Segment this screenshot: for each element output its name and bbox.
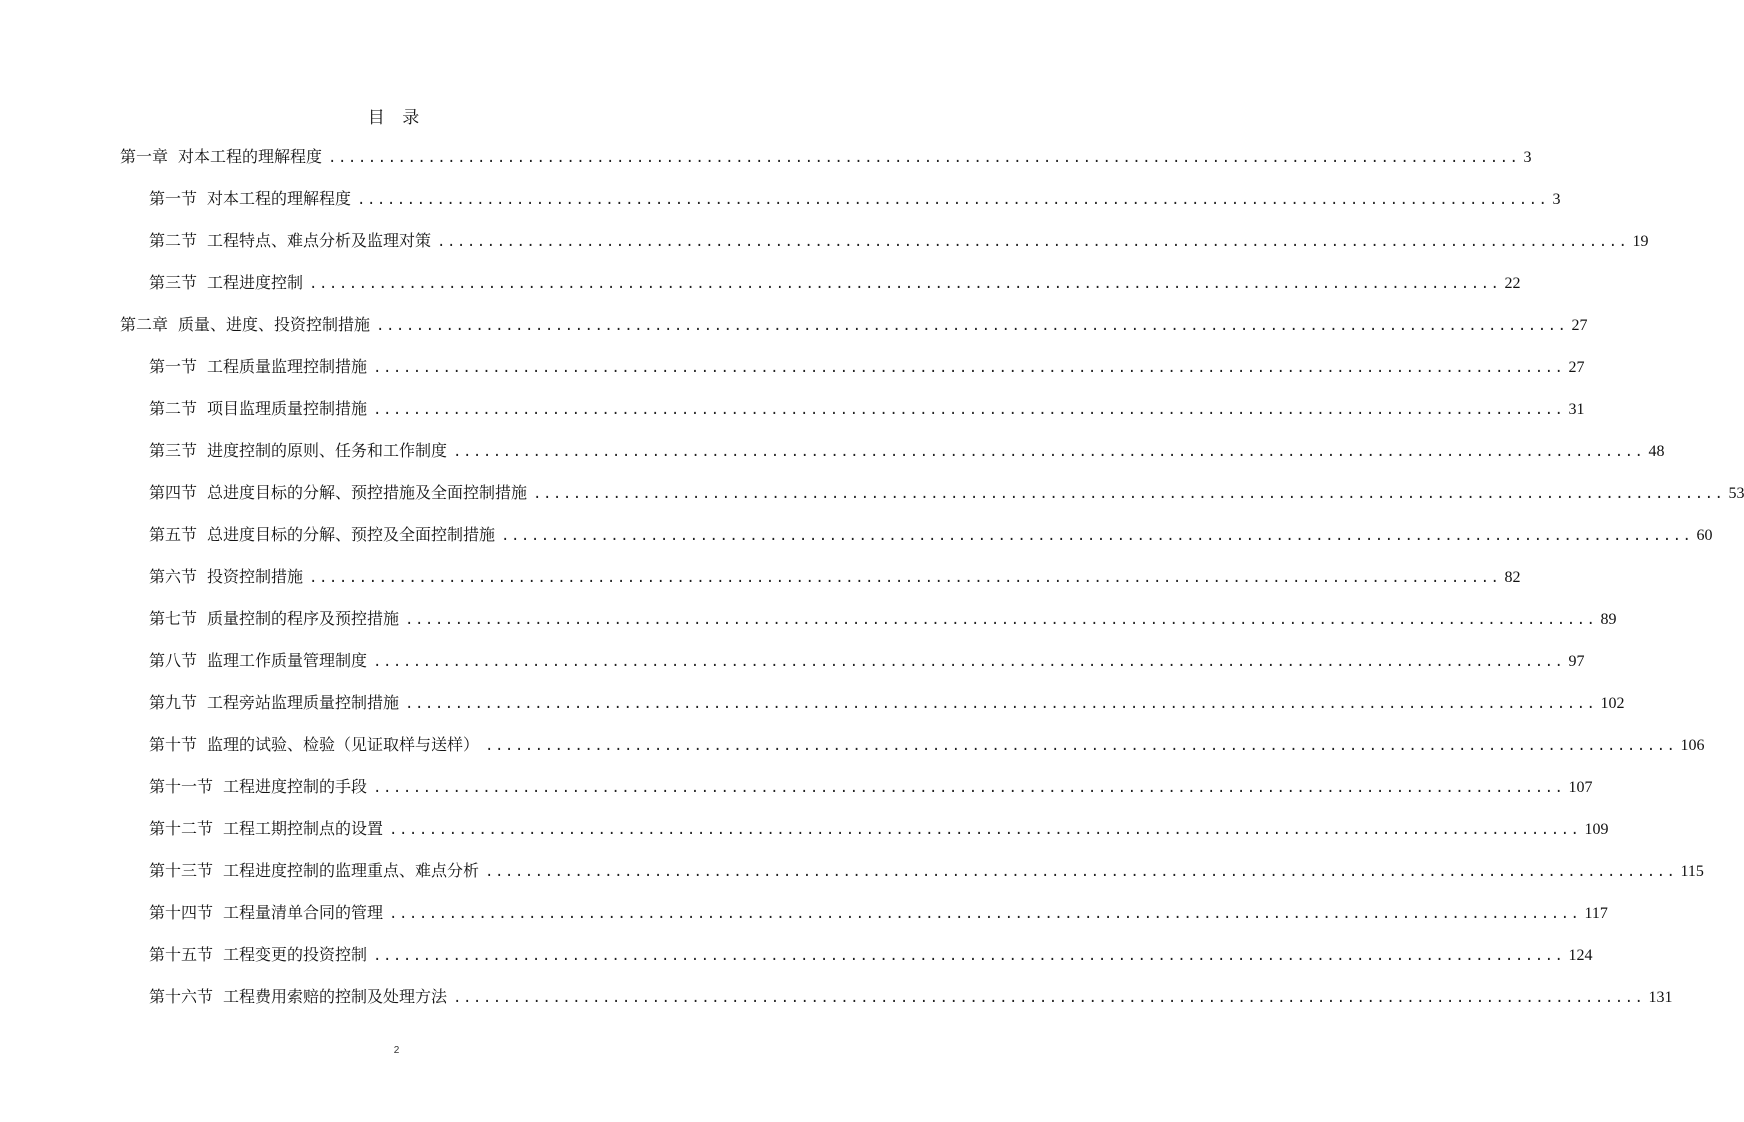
toc-entry-page: 60: [1696, 527, 1713, 544]
toc-leader-dots: ........................................................................................................................: [389, 822, 1581, 838]
toc-entry-page: 107: [1568, 779, 1593, 796]
toc-leader-dots: ........................................................................................................................: [357, 192, 1549, 208]
toc-leader-dots: ........................................................................................................................: [485, 738, 1677, 754]
toc-entry-number: 第三节: [149, 273, 198, 292]
toc-entry-page: 89: [1600, 611, 1617, 628]
toc-entry-section[interactable]: [149, 436, 1665, 466]
toc-leader-dots: ........................................................................................................................: [437, 234, 1629, 250]
toc-leader-dots: ........................................................................................................................: [389, 906, 1581, 922]
toc-leader-dots: ........................................................................................................................: [309, 276, 1501, 292]
toc-entry-number: 第十四节: [149, 903, 214, 922]
toc-entry-chapter-1[interactable]: [120, 142, 1532, 172]
toc-entry-label: 对本工程的理解程度: [207, 189, 352, 208]
toc-leader-dots: ........................................................................................................................: [453, 444, 1645, 460]
toc-entry-section[interactable]: [149, 394, 1585, 424]
toc-entry-number: 第九节: [149, 693, 198, 712]
toc-leader-dots: ........................................................................................................................: [328, 150, 1520, 166]
toc-entry-number: 第四节: [149, 483, 198, 502]
toc-entry-number: 第二章: [120, 315, 169, 334]
toc-leader-dots: ........................................................................................................................: [533, 486, 1725, 502]
toc-entry-label: 工程进度控制: [207, 273, 304, 292]
toc-entry-number: 第三节: [149, 441, 198, 460]
toc-entry-page: 106: [1680, 737, 1705, 754]
toc-leader-dots: ........................................................................................................................: [501, 528, 1693, 544]
toc-entry-section[interactable]: [149, 604, 1617, 634]
toc-entry-number: 第七节: [149, 609, 198, 628]
toc-entry-label: 工程变更的投资控制: [223, 945, 368, 964]
toc-entry-number: 第十节: [149, 735, 198, 754]
toc-entry-section[interactable]: [149, 772, 1593, 802]
toc-leader-dots: ........................................................................................................................: [405, 696, 1597, 712]
toc-entry-page: 97: [1568, 653, 1585, 670]
toc-entry-page: 22: [1504, 275, 1521, 292]
toc-entry-number: 第五节: [149, 525, 198, 544]
toc-entry-label: 项目监理质量控制措施: [207, 399, 368, 418]
toc-entry-section[interactable]: [149, 352, 1585, 382]
toc-entry-section[interactable]: [149, 688, 1625, 718]
toc-entry-label: 监理的试验、检验（见证取样与送样）: [207, 735, 480, 754]
toc-entry-page: 27: [1571, 317, 1588, 334]
toc-leader-dots: ........................................................................................................................: [373, 402, 1565, 418]
toc-leader-dots: ........................................................................................................................: [376, 318, 1568, 334]
page-number: 2: [393, 1045, 400, 1056]
toc-entry-label: 工程工期控制点的设置: [223, 819, 384, 838]
toc-leader-dots: ........................................................................................................................: [405, 612, 1597, 628]
toc-leader-dots: ........................................................................................................................: [373, 654, 1565, 670]
toc-entry-chapter-2[interactable]: [120, 310, 1588, 340]
toc-entry-page: 31: [1568, 401, 1585, 418]
toc-entry-section[interactable]: [149, 814, 1609, 844]
toc-entry-label: 监理工作质量管理制度: [207, 651, 368, 670]
toc-entry-section[interactable]: [149, 520, 1713, 550]
toc-entry-page: 131: [1648, 989, 1673, 1006]
toc-entry-number: 第十一节: [149, 777, 214, 796]
toc-entry-page: 117: [1584, 905, 1608, 922]
toc-entry-label: 工程费用索赔的控制及处理方法: [223, 987, 448, 1006]
toc-entry-number: 第十五节: [149, 945, 214, 964]
toc-entry-number: 第十三节: [149, 861, 214, 880]
toc-entry-page: 82: [1504, 569, 1521, 586]
toc-leader-dots: ........................................................................................................................: [373, 780, 1565, 796]
toc-entry-section[interactable]: [149, 226, 1649, 256]
toc-entry-section[interactable]: [149, 268, 1521, 298]
toc-entry-number: 第十六节: [149, 987, 214, 1006]
toc-leader-dots: ........................................................................................................................: [373, 948, 1565, 964]
toc-entry-page: 3: [1552, 191, 1561, 208]
toc-entry-number: 第十二节: [149, 819, 214, 838]
toc-entry-page: 48: [1648, 443, 1665, 460]
toc-entry-section[interactable]: [149, 184, 1561, 214]
toc-entry-label: 总进度目标的分解、预控及全面控制措施: [207, 525, 496, 544]
toc-entry-number: 第二节: [149, 231, 198, 250]
toc-entry-label: 进度控制的原则、任务和工作制度: [207, 441, 448, 460]
toc-entry-number: 第一节: [149, 357, 198, 376]
toc-entry-page: 102: [1600, 695, 1625, 712]
toc-entry-label: 工程质量监理控制措施: [207, 357, 368, 376]
toc-entry-section[interactable]: [149, 898, 1608, 928]
toc-entry-label: 对本工程的理解程度: [178, 147, 323, 166]
toc-entry-section[interactable]: [149, 562, 1521, 592]
toc-entry-page: 124: [1568, 947, 1593, 964]
toc-entry-page: 109: [1584, 821, 1609, 838]
toc-leader-dots: ........................................................................................................................: [373, 360, 1565, 376]
toc-entry-page: 27: [1568, 359, 1585, 376]
toc-entry-label: 工程量清单合同的管理: [223, 903, 384, 922]
toc-entry-section[interactable]: [149, 982, 1673, 1012]
toc-entry-page: 19: [1632, 233, 1649, 250]
toc-entry-section[interactable]: [149, 478, 1744, 508]
toc-entry-page: 53: [1728, 485, 1744, 502]
toc-entry-section[interactable]: [149, 856, 1704, 886]
toc-entry-section[interactable]: [149, 730, 1705, 760]
toc-entry-label: 投资控制措施: [207, 567, 304, 586]
toc-entry-number: 第八节: [149, 651, 198, 670]
toc-entry-label: 工程进度控制的监理重点、难点分析: [223, 861, 480, 880]
toc-entry-number: 第一节: [149, 189, 198, 208]
toc-entry-page: 115: [1680, 863, 1704, 880]
toc-entry-page: 3: [1523, 149, 1532, 166]
toc-title: 目 录: [367, 108, 426, 128]
toc-entry-number: 第一章: [120, 147, 169, 166]
toc-entry-label: 总进度目标的分解、预控措施及全面控制措施: [207, 483, 528, 502]
toc-entry-section[interactable]: [149, 940, 1593, 970]
toc-entry-label: 质量、进度、投资控制措施: [178, 315, 371, 334]
toc-entry-label: 工程旁站监理质量控制措施: [207, 693, 400, 712]
toc-entry-section[interactable]: [149, 646, 1585, 676]
toc-entry-number: 第二节: [149, 399, 198, 418]
toc-entry-label: 工程特点、难点分析及监理对策: [207, 231, 432, 250]
toc-entry-number: 第六节: [149, 567, 198, 586]
toc-leader-dots: ........................................................................................................................: [485, 864, 1677, 880]
toc-leader-dots: ........................................................................................................................: [309, 570, 1501, 586]
toc-entry-label: 质量控制的程序及预控措施: [207, 609, 400, 628]
toc-leader-dots: ........................................................................................................................: [453, 990, 1645, 1006]
toc-entry-label: 工程进度控制的手段: [223, 777, 368, 796]
